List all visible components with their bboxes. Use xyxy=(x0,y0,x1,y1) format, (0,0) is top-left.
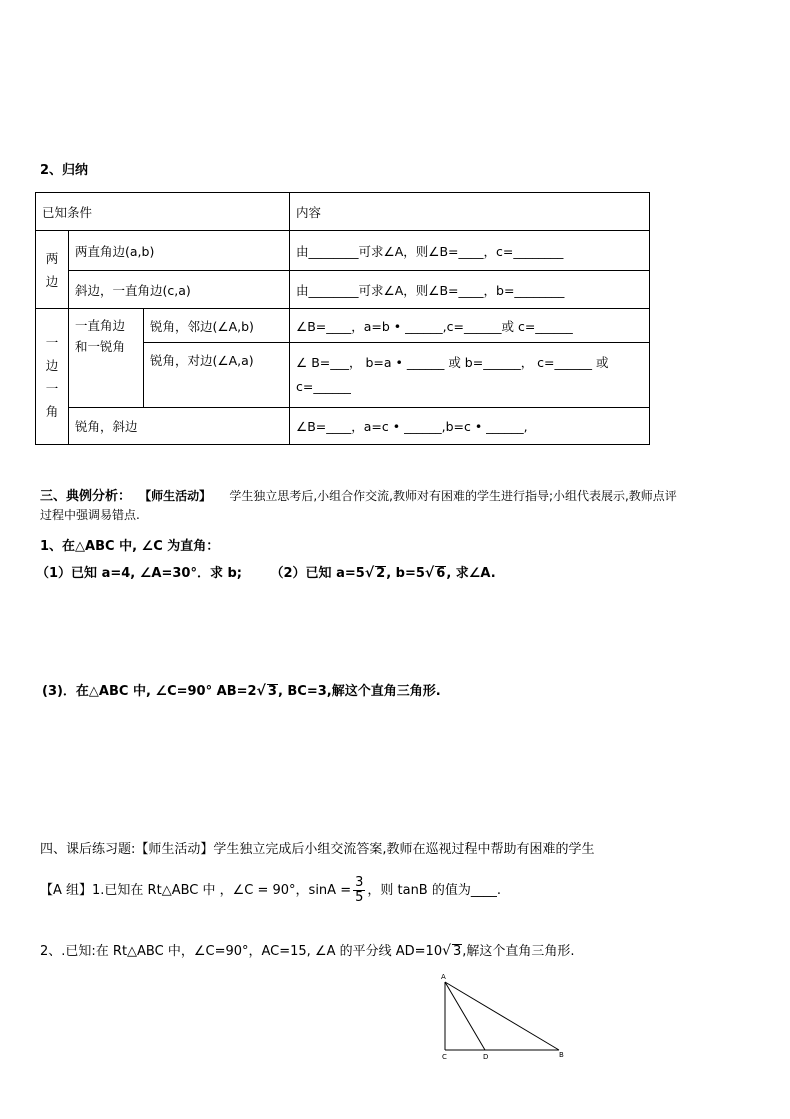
triangle-figure xyxy=(435,970,575,1065)
label-b: B xyxy=(559,1051,564,1059)
label-a: A xyxy=(441,973,446,981)
row-adjacent-content: ∠B=____，a=b • ______,c=______或 c=______ xyxy=(290,309,650,343)
question-2: 2、.已知:在 Rt△ABC 中，∠C=90°，AC=15, ∠A 的平分线 AD=10√ 3,解这个直角三角形. xyxy=(40,943,575,959)
side-ab xyxy=(445,982,559,1050)
header-known-conditions: 已知条件 xyxy=(36,193,290,231)
section-2-title: 2、归纳 xyxy=(40,163,89,178)
row-angle-hyp-known: 锐角，斜边 xyxy=(69,408,290,445)
example-3: (3)．在△ABC 中, ∠C=90° AB=2√ 3, BC=3,解这个直角三角形. xyxy=(42,683,441,699)
section-3-heading: 三、典例分析： 【师生活动】 学生独立思考后,小组合作交流,教师对有困难的学生进行指导;小组代表展示,教师点评 xyxy=(40,489,677,504)
row-two-legs-known: 两直角边(a,b) xyxy=(69,231,290,271)
section-3-activity-cont: 过程中强调易错点. xyxy=(40,508,140,522)
example-1-title: 1、在△ABC 中, ∠C 为直角： xyxy=(40,539,220,554)
example-1-parts: （1）已知 a=4, ∠A=30°．求 b; （2）已知 a=5√ 2, b=5√ 6, 求∠A. xyxy=(36,565,496,581)
sub-label-leg-angle: 一直角边和一锐角 xyxy=(69,309,144,408)
row-two-legs-content: 由________可求∠A，则∠B=____，c=________ xyxy=(290,231,650,271)
row-hyp-leg-content: 由________可求∠A，则∠B=____，b=________ xyxy=(290,271,650,309)
row-opposite-content: ∠ B=___， b=a • ______ 或 b=______， c=______ 或 c=______ xyxy=(290,343,650,408)
group-side-angle-label: 一 边 一 角 xyxy=(36,309,69,445)
a-group-question: 【A 组】1.已知在 Rt△ABC 中 ，∠C = 90°，sinA = $\frac{3}{5}$ ，则 tanB 的值为____. xyxy=(40,875,501,905)
row-angle-hyp-content: ∠B=____，a=c • ______,b=c • ______, xyxy=(290,408,650,445)
label-d: D xyxy=(483,1053,489,1061)
label-c: C xyxy=(442,1053,447,1061)
bisector-ad xyxy=(445,982,485,1050)
row-adjacent-known: 锐角，邻边(∠A,b) xyxy=(144,309,290,343)
group-two-sides-label: 两 边 xyxy=(36,231,69,309)
section-4-title: 四、课后练习题:【师生活动】学生独立完成后小组交流答案,教师在巡视过程中帮助有困难的学生 xyxy=(40,842,595,857)
row-opposite-known: 锐角，对边(∠A,a) xyxy=(144,343,290,408)
summary-table xyxy=(35,192,650,445)
row-hyp-leg-known: 斜边，一直角边(c,a) xyxy=(69,271,290,309)
header-content: 内容 xyxy=(290,193,650,231)
